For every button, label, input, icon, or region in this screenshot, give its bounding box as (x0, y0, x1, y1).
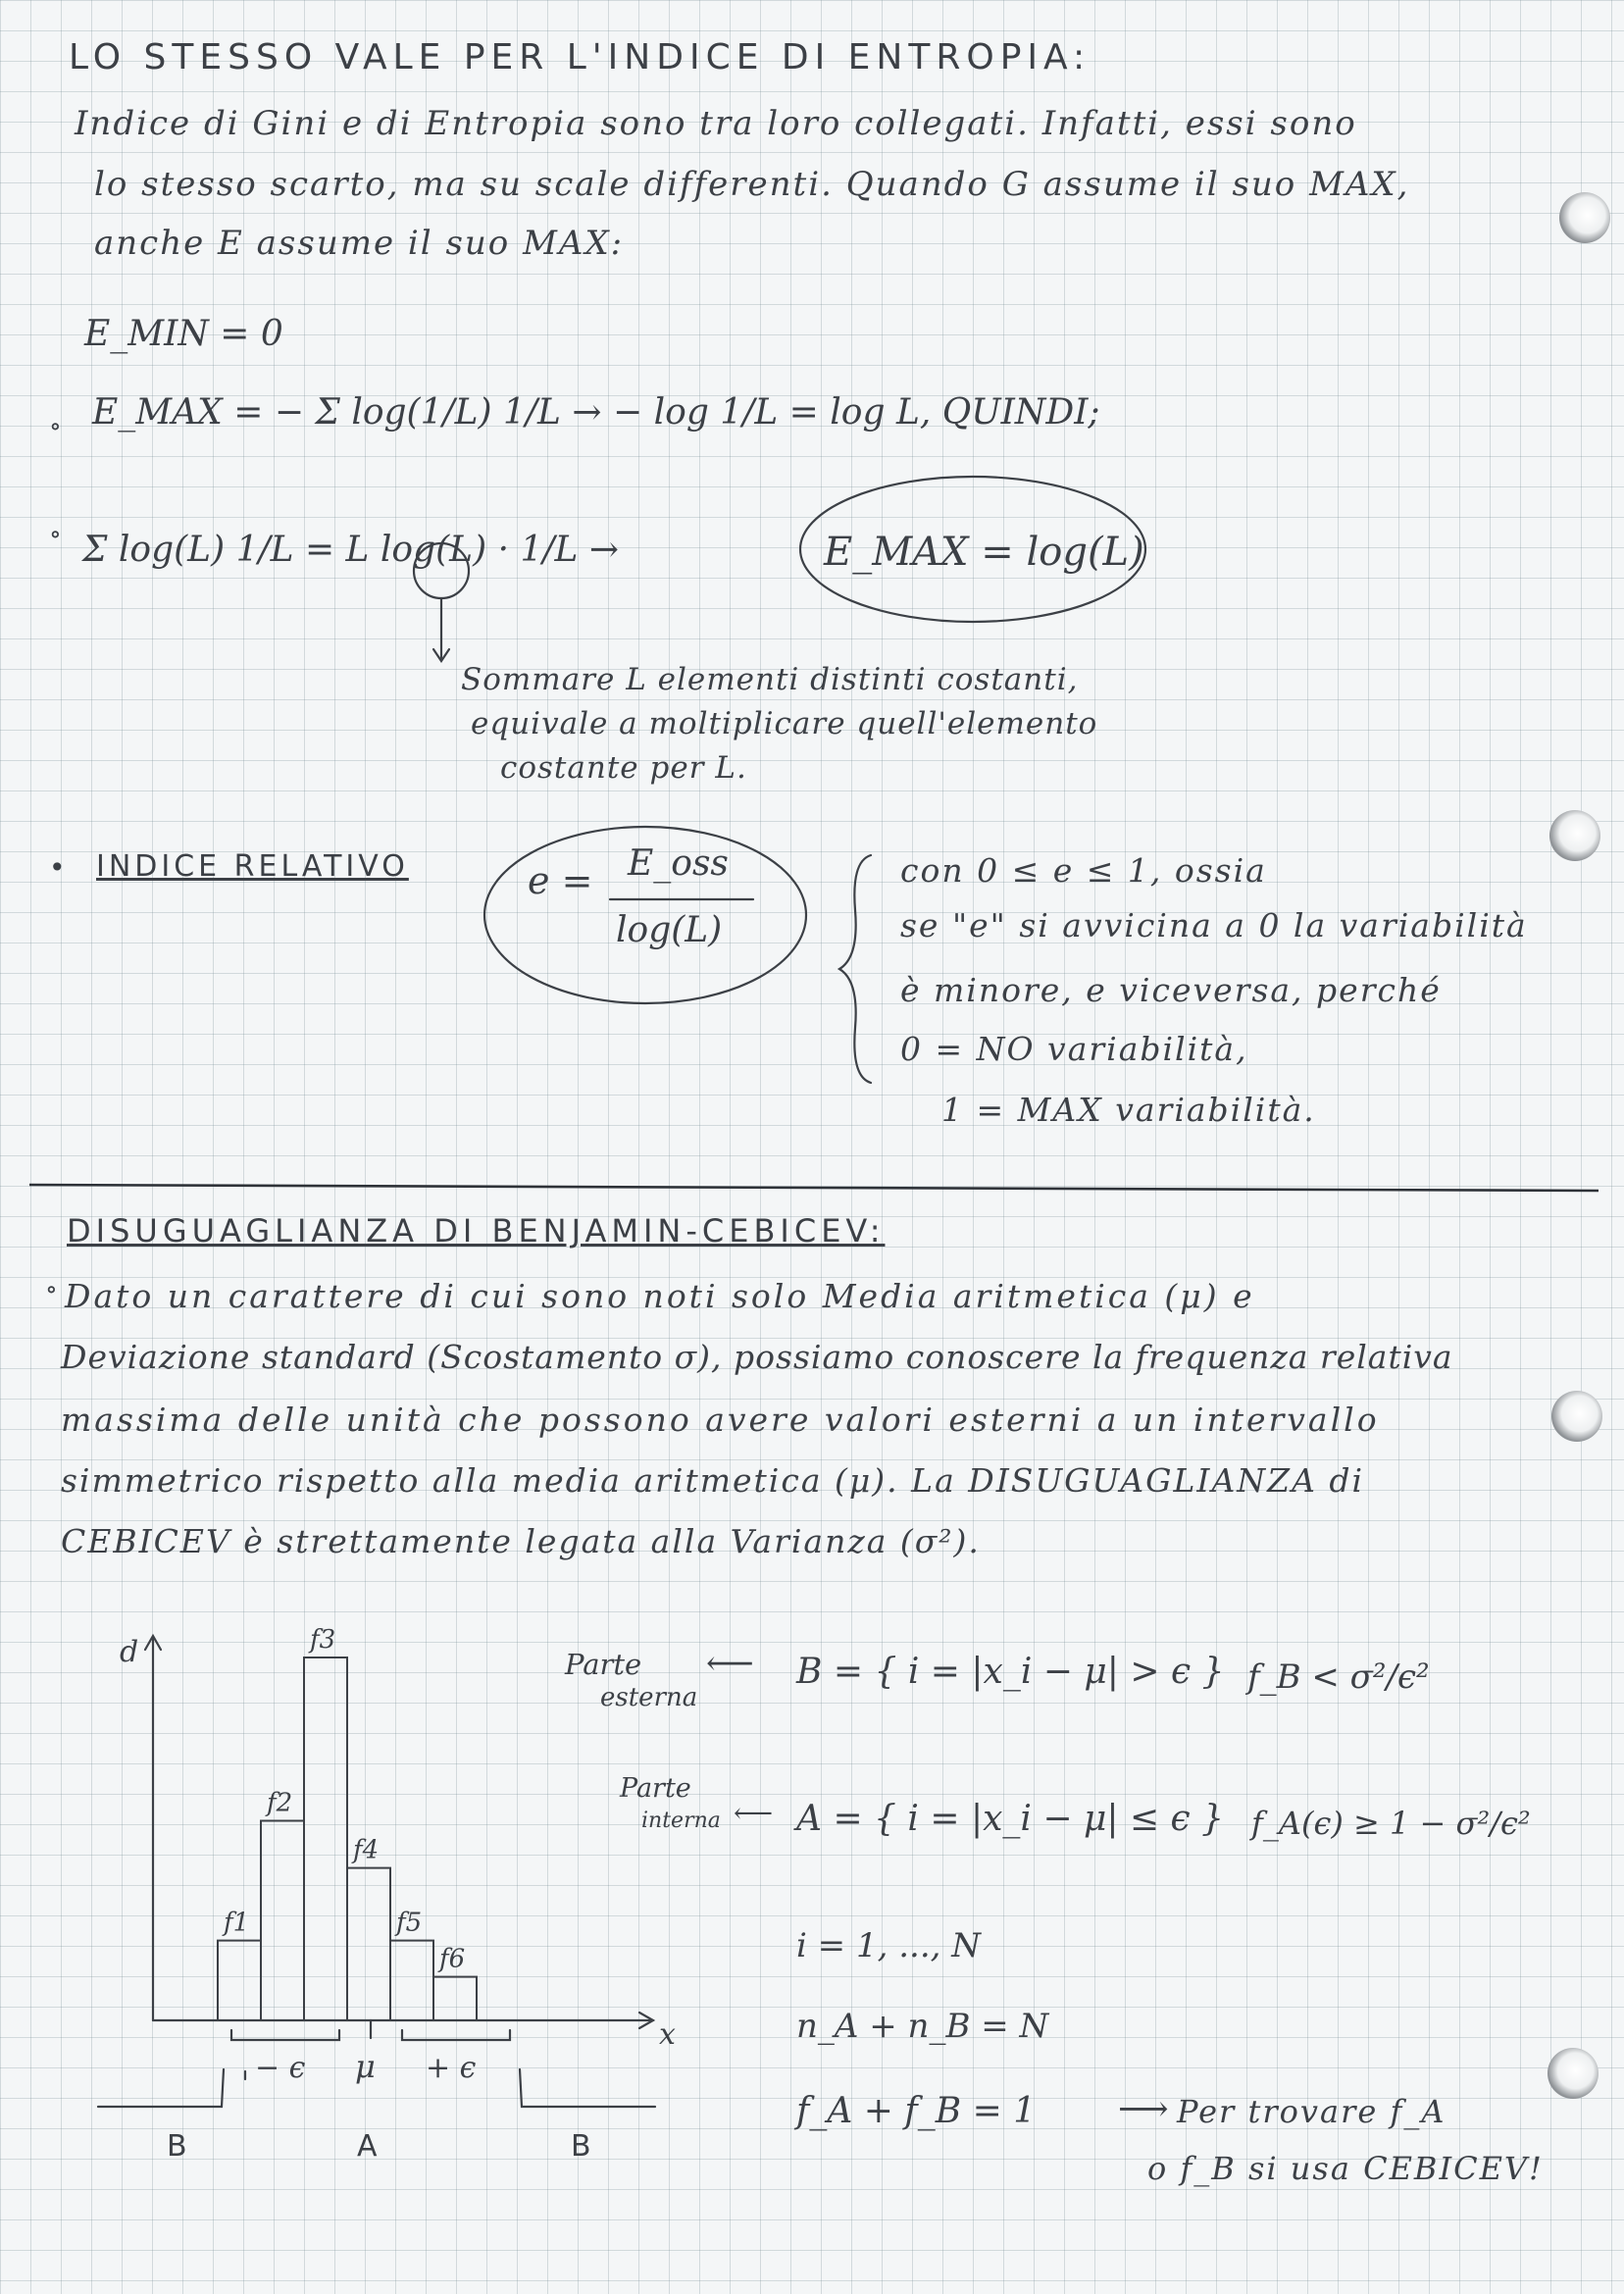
cebicev-paragraph-line-2: Deviazione standard (Scostamento σ), possiamo conoscere la frequenza relativa (61, 1338, 1453, 1376)
conditions-brace (832, 851, 881, 1087)
y-axis-label: d (120, 1635, 139, 1669)
histogram-bar-label-2: f2 (267, 1788, 293, 1818)
histogram-bar-label-1: f1 (224, 1908, 250, 1938)
histogram-bar-2 (261, 1821, 304, 2021)
note-arrow (422, 549, 461, 667)
emax-formula: E_MAX = − Σ log(1/L) 1/L → − log 1/L = log L, QUINDI; (92, 392, 1100, 433)
conclusion-line-2: o f_B si usa CEBICEV! (1147, 2150, 1544, 2187)
punch-hole-2 (1549, 810, 1600, 861)
emin-formula: E_MIN = 0 (84, 314, 283, 354)
fa-bound: f_A(ϵ) ≥ 1 − σ²/ϵ² (1251, 1805, 1531, 1842)
punch-hole-3 (1551, 1391, 1602, 1442)
region-left-b: B (167, 2129, 187, 2164)
arrow-to-conclusion: ⟶ (1118, 2089, 1169, 2129)
arrow-to-esterna: ⟵ (706, 1644, 754, 1683)
punch-hole-4 (1548, 2048, 1599, 2099)
fb-bound: f_B < σ²/ϵ² (1247, 1657, 1430, 1697)
conclusion-line-1: Per trovare f_A (1177, 2093, 1446, 2130)
bullet-dot-2: ∘ (49, 520, 62, 549)
section-divider (29, 1177, 1599, 1197)
parte-interna-line-1: Parte (620, 1773, 691, 1804)
region-right-b: B (571, 2129, 591, 2164)
parte-esterna-line-2: esterna (600, 1683, 698, 1712)
bullet-dot-1: ∘ (49, 412, 62, 441)
cebicev-heading: DISUGUAGLIANZA DI BENJAMIN-CEBICEV: (67, 1212, 886, 1249)
histogram-sketch (98, 1625, 686, 2177)
histogram-bar-label-6: f6 (439, 1944, 466, 1974)
bullet-dot-4: ∘ (45, 1275, 58, 1304)
bullet-dot-3: • (49, 851, 66, 884)
interval-brackets (98, 2020, 655, 2107)
count-sum: n_A + n_B = N (796, 2007, 1049, 2046)
conditions-line-1: con 0 ≤ e ≤ 1, ossia (900, 851, 1267, 890)
sum-formula: Σ log(L) 1/L = L log(L) · 1/L → (82, 530, 620, 570)
conditions-line-4: 0 = NO variabilità, (900, 1030, 1248, 1068)
conditions-line-3: è minore, e viceversa, perché (900, 971, 1442, 1009)
interval-plus-epsilon: + ϵ (426, 2051, 477, 2085)
histogram-bar-4 (347, 1868, 390, 2020)
x-axis-label: x (659, 2017, 676, 2052)
punch-hole-1 (1559, 192, 1610, 243)
histogram-bars (218, 1657, 477, 2020)
note-line-1: Sommare L elementi distinti costanti, (461, 662, 1079, 697)
cebicev-paragraph-line-1: Dato un carattere di cui sono noti solo Media aritmetica (μ) e (65, 1277, 1255, 1315)
histogram-bar-labels (222, 1625, 465, 1974)
set-b-definition: B = { i = |x_i − μ| > ϵ } (796, 1652, 1225, 1692)
relative-formula-denominator: log(L) (616, 910, 723, 950)
interval-mu: μ (355, 2048, 376, 2085)
freq-sum: f_A + f_B = 1 (796, 2091, 1037, 2131)
relative-formula-numerator: E_oss (628, 843, 729, 884)
histogram-bar-3 (304, 1657, 347, 2020)
conditions-line-2: se "e" si avvicina a 0 la variabilità (900, 906, 1528, 944)
histogram-bar-label-4: f4 (353, 1835, 380, 1865)
arrow-to-interna: ⟵ (734, 1797, 774, 1829)
histogram-bar-6 (433, 1977, 477, 2020)
histogram-bar-1 (218, 1941, 261, 2020)
entropy-paragraph-line-1: Indice di Gini e di Entropia sono tra loro collegati. Infatti, essi sono (75, 104, 1357, 143)
cebicev-paragraph-line-4: simmetrico rispetto alla media aritmetica (μ). La DISUGUAGLIANZA di (61, 1461, 1365, 1500)
relative-index-label: INDICE RELATIVO (96, 849, 409, 884)
note-line-3: costante per L. (500, 750, 747, 786)
cebicev-paragraph-line-3: massima delle unità che possono avere valori esterni a un intervallo (61, 1401, 1380, 1439)
parte-esterna-line-1: Parte (565, 1648, 642, 1681)
entropy-paragraph-line-2: lo stesso scarto, ma su scale differenti. Quando G assume il suo MAX, (94, 165, 1410, 204)
emax-result: E_MAX = log(L) (824, 530, 1144, 575)
note-line-2: equivale a moltiplicare quell'elemento (471, 706, 1098, 741)
index-range: i = 1, ..., N (796, 1926, 982, 1965)
region-mid-a: A (357, 2129, 378, 2164)
cebicev-paragraph-line-5: CEBICEV è strettamente legata alla Varianza (σ²). (61, 1522, 981, 1560)
histogram-bar-5 (390, 1941, 433, 2020)
entropy-heading: LO STESSO VALE PER L'INDICE DI ENTROPIA: (69, 37, 1091, 77)
parte-interna-line-2: interna (641, 1809, 721, 1833)
interval-minus-epsilon: − ϵ (255, 2051, 306, 2085)
relative-formula-lhs: e = (528, 859, 593, 902)
conditions-line-5: 1 = MAX variabilità. (941, 1091, 1316, 1129)
histogram-bar-label-3: f3 (310, 1625, 336, 1655)
histogram-bar-label-5: f5 (396, 1908, 423, 1938)
set-a-definition: A = { i = |x_i − μ| ≤ ϵ } (796, 1799, 1225, 1839)
entropy-paragraph-line-3: anche E assume il suo MAX: (94, 224, 625, 263)
histogram-axes (145, 1636, 653, 2028)
relative-formula-fraction-bar (608, 896, 755, 902)
